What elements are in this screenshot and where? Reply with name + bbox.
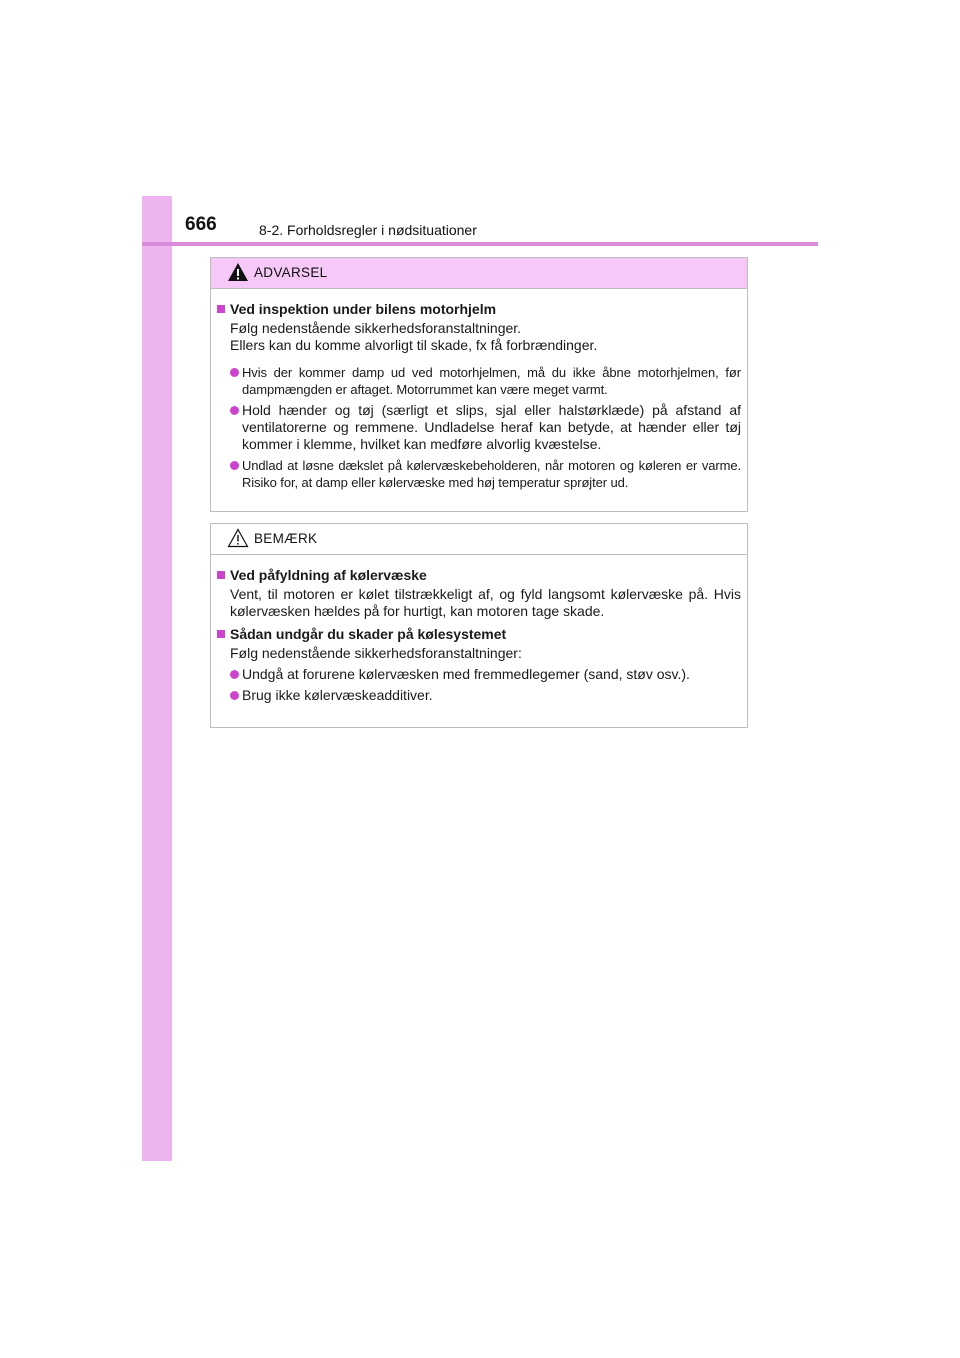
notice-bullet [217, 687, 741, 704]
square-bullet-icon [217, 630, 225, 638]
warning-heading-text: Ved inspektion under bilens motorhjelm [230, 301, 497, 317]
warning-body [211, 289, 747, 491]
side-tab [142, 196, 172, 1161]
notice-para-1: Vent, til motoren er kølet tilstrækkeligt af, og fyld langsomt kølervæske på. Hvis kølervæsken hældes på for hurtigt, kan motoren tage skade. [230, 586, 741, 619]
header-rule [142, 242, 818, 246]
square-bullet-icon [217, 571, 225, 579]
notice-body [211, 555, 747, 704]
round-bullet-icon [230, 691, 239, 700]
notice-heading-2 [217, 626, 741, 643]
notice-bullet [217, 666, 741, 683]
notice-heading-1 [217, 567, 741, 584]
warning-intro-2: Ellers kan du komme alvorligt til skade, fx få forbrændinger. [230, 337, 598, 353]
page-number: 666 [185, 214, 217, 235]
notice-header [211, 524, 747, 555]
notice-bullet-text: Brug ikke kølervæskeadditiver. [242, 687, 433, 703]
notice-heading-text: Sådan undgår du skader på kølesystemet [230, 626, 507, 642]
notice-bullet-text: Undgå at forurene kølervæsken med fremmedlegemer (sand, støv osv.). [242, 666, 690, 682]
square-bullet-icon [217, 305, 225, 313]
warning-box [210, 257, 748, 512]
warning-bullet [217, 364, 741, 398]
warning-bullet [217, 457, 741, 491]
warning-intro-1: Følg nedenstående sikkerhedsforanstaltninger. [230, 320, 522, 336]
warning-bullet [217, 402, 741, 453]
warning-bullet-text: Hvis der kommer damp ud ved motorhjelmen, må du ikke åbne motorhjelmen, før dampmængden er aftaget. Motorrummet kan være meget varmt. [242, 365, 741, 397]
notice-para-2: Følg nedenstående sikkerhedsforanstaltninger: [230, 645, 522, 661]
warning-bullet-text: Hold hænder og tøj (særligt et slips, sjal eller halstørklæde) på afstand af ventilatorerne og remmene. Undladelse heraf kan betyde, at hænder eller tøj kommer i klemme, hvilket kan medføre alvorlig kvæstelse. [242, 402, 741, 452]
caution-outline-icon [227, 528, 249, 548]
round-bullet-icon [230, 406, 239, 415]
round-bullet-icon [230, 461, 239, 470]
warning-header [211, 258, 747, 289]
notice-title: BEMÆRK [254, 531, 318, 546]
notice-heading-text: Ved påfyldning af kølervæske [230, 567, 427, 583]
warning-title: ADVARSEL [254, 265, 328, 280]
round-bullet-icon [230, 670, 239, 679]
notice-box [210, 523, 748, 728]
round-bullet-icon [230, 368, 239, 377]
warning-heading [217, 301, 741, 318]
warning-icon [227, 262, 249, 282]
section-title: 8-2. Forholdsregler i nødsituationer [259, 222, 477, 238]
warning-bullet-text: Undlad at løsne dækslet på kølervæskebeholderen, når motoren og køleren er varme. Risiko for, at damp eller kølervæske med høj temperatur sprøjter ud. [242, 458, 741, 490]
